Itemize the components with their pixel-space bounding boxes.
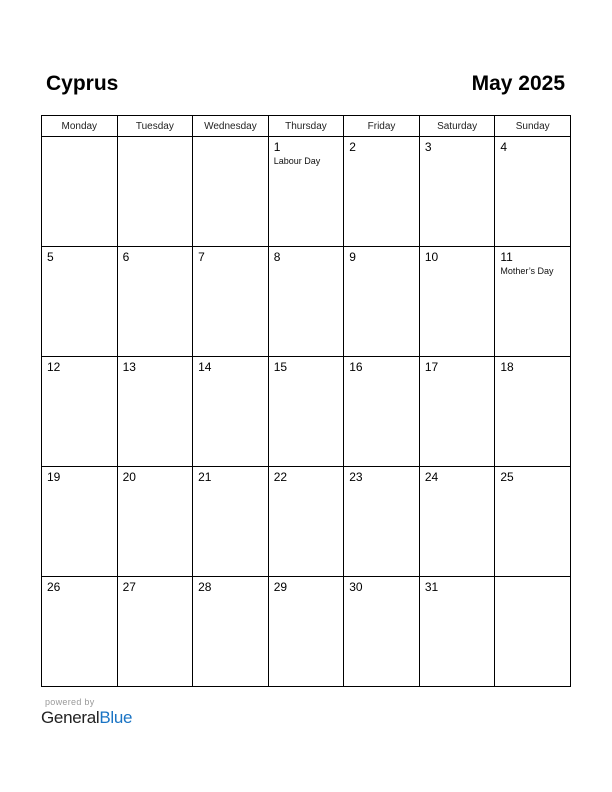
day-number: 12 [47,360,61,374]
week-row [42,467,571,577]
calendar-grid [41,115,571,687]
day-cell [268,577,344,687]
day-cell [42,577,118,687]
day-number: 22 [273,470,288,484]
day-number: 23 [349,470,363,484]
day-cell [268,467,344,577]
holiday-label: Labour Day [273,156,321,166]
day-cell [268,357,344,467]
day-number: 21 [198,470,212,484]
day-cell [42,247,118,357]
day-cell [42,357,118,467]
weekday-header-row [42,116,571,137]
day-cell [419,467,495,577]
day-number: 30 [349,580,363,594]
day-cell [193,577,269,687]
day-number: 18 [500,360,514,374]
week-row [42,357,571,467]
day-cell [268,137,344,247]
day-number: 13 [122,360,136,374]
day-cell [495,247,571,357]
day-cell [344,577,420,687]
day-cell [42,467,118,577]
week-row [42,247,571,357]
day-number: 14 [198,360,212,374]
day-cell [419,357,495,467]
weekday-header: Monday [42,116,118,137]
country-title: Cyprus [46,72,119,95]
day-number: 29 [273,580,288,594]
day-cell [344,467,420,577]
day-cell [419,137,495,247]
day-number: 19 [47,470,61,484]
day-number: 6 [122,250,130,264]
day-cell [344,357,420,467]
day-cell [495,467,571,577]
day-number: 2 [349,140,356,154]
day-number: 9 [349,250,356,264]
day-number: 15 [273,360,288,374]
weekday-header: Saturday [419,116,495,137]
weekday-header: Friday [344,116,420,137]
day-number: 20 [122,470,136,484]
day-number: 28 [198,580,212,594]
logo-blue-text: Blue [99,708,133,727]
logo-general-text: General [41,708,100,727]
day-cell [193,247,269,357]
day-number: 4 [500,140,508,154]
day-number: 10 [424,250,439,264]
day-cell [193,467,269,577]
day-number: 11 [500,250,513,264]
day-number: 5 [47,250,54,264]
month-title: May 2025 [471,72,565,95]
powered-by-text: powered by [45,697,95,707]
day-number: 7 [198,250,205,264]
day-cell [495,577,571,687]
day-cell [419,577,495,687]
day-cell [419,247,495,357]
day-number: 24 [424,470,439,484]
holiday-label: Mother’s Day [500,266,554,276]
day-cell [344,137,420,247]
day-cell [495,137,571,247]
day-cell [117,357,193,467]
day-number: 1 [273,140,281,154]
day-number: 16 [349,360,363,374]
day-number: 25 [500,470,514,484]
day-cell [344,247,420,357]
weekday-header: Thursday [268,116,344,137]
weekday-header: Sunday [495,116,571,137]
day-cell [193,137,269,247]
day-cell [495,357,571,467]
day-cell [117,247,193,357]
day-number: 26 [47,580,61,594]
day-number: 17 [424,360,439,374]
day-cell [117,577,193,687]
day-cell [117,467,193,577]
day-number: 8 [273,250,281,264]
day-number: 31 [424,580,439,594]
week-row [42,577,571,687]
week-row [42,137,571,247]
day-number: 27 [122,580,136,594]
day-cell [117,137,193,247]
day-number: 3 [424,140,432,154]
day-cell [42,137,118,247]
weekday-header: Wednesday [193,116,269,137]
weekday-header: Tuesday [117,116,193,137]
generalblue-logo[interactable] [41,707,132,729]
day-cell [268,247,344,357]
day-cell [193,357,269,467]
